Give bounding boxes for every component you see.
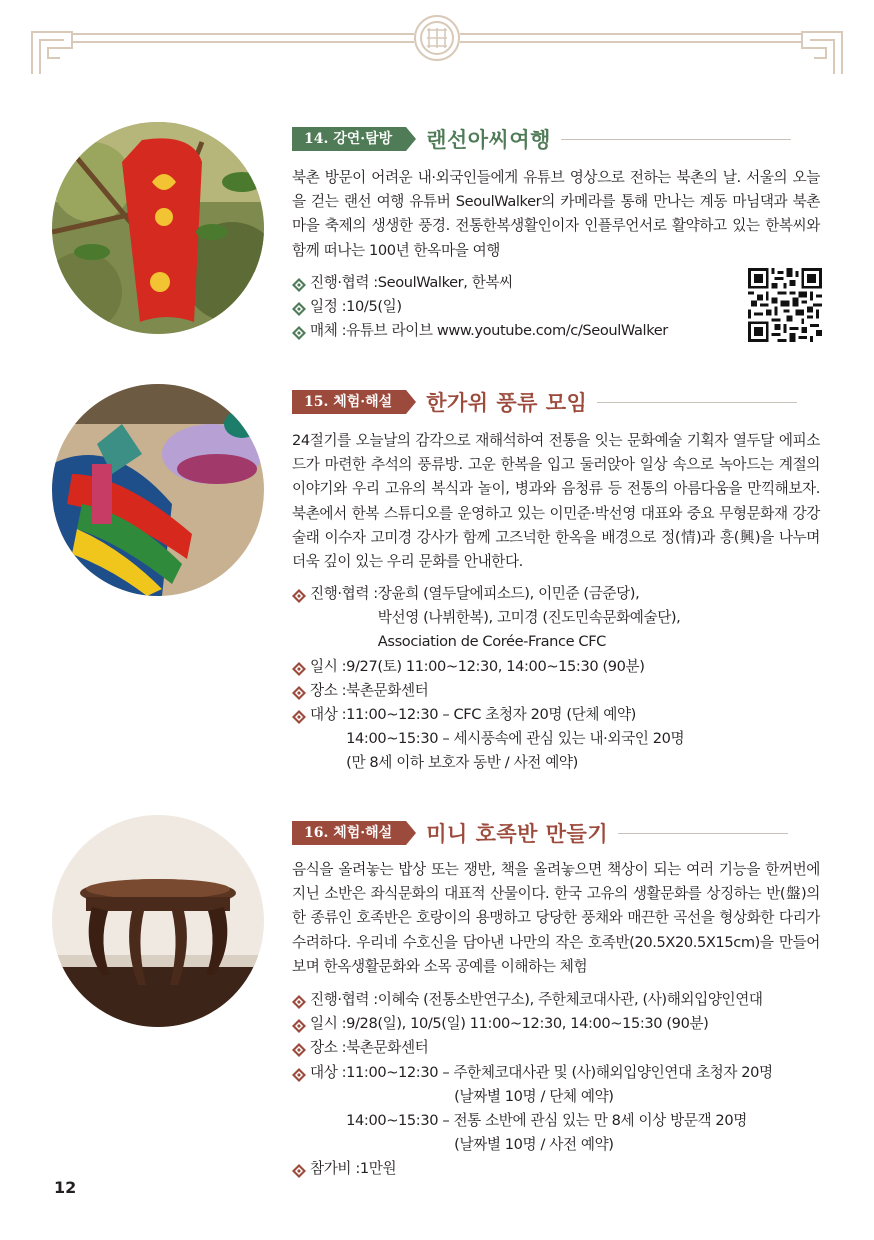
title-rule [618,833,788,834]
section-title: 한가위 풍류 모임 [426,390,588,415]
info-item [292,1036,832,1060]
hanbok-dancers-photo [52,384,264,596]
diamond-bullet-icon [292,993,306,1007]
diamond-bullet-icon [292,708,306,722]
wooden-table-photo [52,815,264,1027]
info-label: 일시 : [310,1015,347,1033]
info-item [292,703,832,776]
info-label: 대상 : [310,1063,347,1081]
info-label: 매체 : [310,322,347,340]
info-value: 11:00~12:30 – CFC 초청자 20명 (단체 예약) [346,706,636,724]
info-value: 박선영 (나뷔한복), 고미경 (진도민속문화예술단), [377,609,681,627]
info-value: 북촌문화센터 [346,681,429,699]
info-item [292,655,832,679]
info-value: Association de Corée-France CFC [377,633,606,651]
category-badge: 15. 체험·해설 [292,390,406,414]
info-value: (만 8세 이하 보호자 동반 / 사전 예약) [346,754,578,772]
diamond-bullet-icon [292,324,306,338]
info-label: 일시 : [310,657,347,675]
info-item [292,1157,832,1181]
info-value: 9/27(토) 11:00~12:30, 14:00~15:30 (90분) [346,657,645,675]
info-value: SeoulWalker, 한복씨 [377,274,513,291]
diamond-bullet-icon [292,660,306,674]
info-value: (날짜별 10명 / 사전 예약) [454,1136,614,1154]
info-item [292,1012,832,1036]
info-label: 대상 : [310,706,347,724]
red-ribbon-photo [52,122,264,334]
info-label: 진행·협력 : [310,585,378,602]
diamond-bullet-icon [292,1066,306,1080]
section-description: 24절기를 오늘날의 감각으로 재해석하여 전통을 잇는 문화예술 기획자 열두달 에피소드가 마련한 추석의 풍류방. 고운 한복을 입고 둘러앉아 일상 속으로 녹아드는 계절의 이야기와 우리 고유의 복식과 놀이, 병과와 음청류 등 전통의 아름다움을 만끽해보자. 북촌에서 한복 스튜디오를 운영하고 있는 이민준·박선영 대표와 중요 무형문화재 강강술래 이수자 고미경 강사가 함께 고즈넉한 한옥을 배경으로 정(情)과 흥(興)을 나누며 더욱 깊이 있는 우리 문화를 안내한다. [292,432,820,571]
section-header [292,818,788,848]
section-description: 북촌 방문이 어려운 내·외국인들에게 유튜브 영상으로 전하는 북촌의 날. 서울의 오늘을 걷는 랜선 여행 유튜버 SeoulWalker의 카메라를 통해 만나는 계동 마님댁과 북촌 마을 축제의 생생한 풍경. 전통한복생활인이자 인플루언서로 활약하고 있는 한복씨와 함께 떠나는 100년 한옥마을 여행 [292,169,820,259]
decorative-frame [0,0,874,90]
title-rule [597,402,797,403]
section-header [292,124,791,154]
section-header [292,387,797,417]
info-value: 이혜숙 (전통소반연구소), 주한체코대사관, (사)해외입양인연대 [377,991,763,1008]
diamond-bullet-icon [292,1162,306,1176]
info-list [292,582,832,776]
section-title: 미니 호족반 만들기 [426,821,609,846]
diamond-bullet-icon [292,684,306,698]
section-description: 음식을 올려놓는 밥상 또는 쟁반, 책을 올려놓으면 책상이 되는 여러 기능을 한꺼번에 지닌 소반은 좌식문화의 대표적 산물이다. 한국 고유의 생활문화를 상징하는 반(盤)의 한 종류인 호족반은 호랑이의 용맹하고 당당한 풍채와 매끈한 곡선을 형상화한 다리가 수려하다. 우리네 수호신을 담아낸 나만의 작은 호족반(20.5X20.5X15cm)을 만들어보며 한옥생활문화와 소목 공예를 이해하는 체험 [292,861,820,975]
info-value: 북촌문화센터 [346,1039,429,1057]
info-item [292,582,832,655]
info-value: 11:00~12:30 – 주한체코대사관 및 (사)해외입양인연대 초청자 20명 [346,1063,773,1081]
info-label: 장소 : [310,1039,347,1057]
diamond-bullet-icon [292,300,306,314]
info-label: 장소 : [310,681,347,699]
info-value: 14:00~15:30 – 세시풍속에 관심 있는 내·외국인 20명 [346,730,685,748]
page-number: 12 [54,1178,77,1197]
diamond-bullet-icon [292,276,306,290]
info-item [292,679,832,703]
info-value: 10/5(일) [346,298,402,316]
section-title: 랜선아씨여행 [426,127,551,152]
info-value: (날짜별 10명 / 단체 예약) [454,1087,614,1105]
title-rule [561,139,791,140]
info-label: 진행·협력 : [310,991,378,1008]
info-item [292,1061,832,1158]
info-list [292,988,832,1182]
info-item [292,988,832,1012]
info-label: 일정 : [310,298,347,316]
info-value: 1만원 [359,1160,397,1178]
info-label: 참가비 : [310,1160,360,1178]
diamond-bullet-icon [292,587,306,601]
qr-code-icon[interactable] [748,268,822,342]
info-value: 9/28(일), 10/5(일) 11:00~12:30, 14:00~15:30 (90분) [346,1015,709,1033]
info-label: 진행·협력 : [310,274,378,291]
info-value: 유튜브 라이브 www.youtube.com/c/SeoulWalker [346,322,668,340]
category-badge: 16. 체험·해설 [292,821,406,845]
diamond-bullet-icon [292,1017,306,1031]
info-value: 14:00~15:30 – 전통 소반에 관심 있는 만 8세 이상 방문객 20명 [346,1112,747,1130]
diamond-bullet-icon [292,1041,306,1055]
category-badge: 14. 강연·탐방 [292,127,406,151]
info-value: 장윤희 (열두달에피소드), 이민준 (금준당), [377,585,640,602]
